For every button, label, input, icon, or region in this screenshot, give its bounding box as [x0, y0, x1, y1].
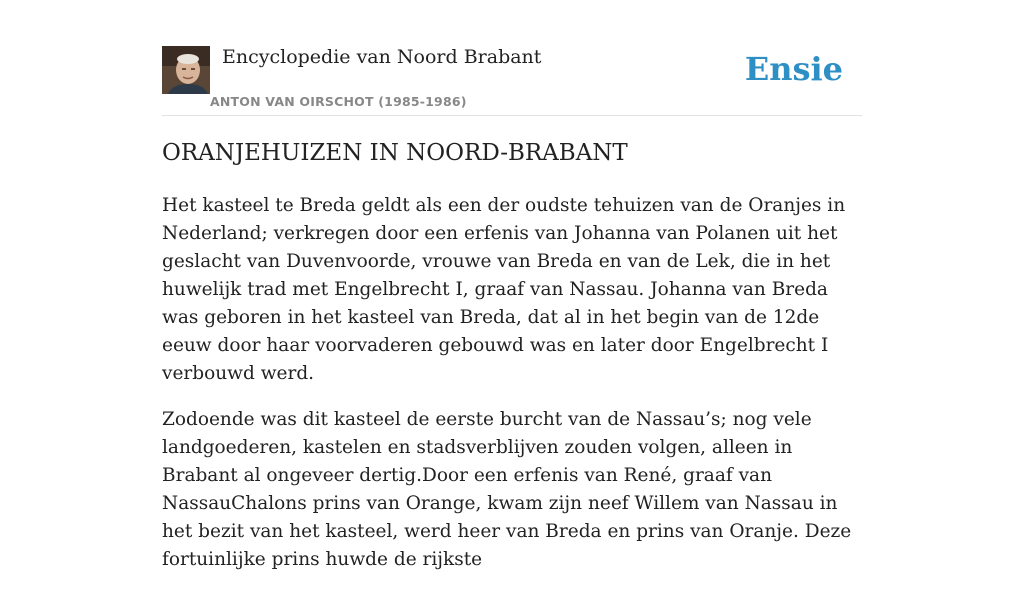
paragraph: Het kasteel te Breda geldt als een der oudste tehuizen van de Oranjes in Nederland; verkregen door een erfenis van Johanna van Polanen uit het geslacht van Duvenvoorde, vrouwe van Breda en van de Lek, die in het huwelijk trad met Engelbrecht I, graaf van Nassau. Johanna van Breda was geboren in het kasteel van Breda, dat al in het begin van de 12de eeuw door haar voorvaderen gebouwd was en later door Engelbrecht I verbouwd werd.: [162, 195, 846, 384]
ensie-logo[interactable]: Ensie: [744, 50, 843, 88]
site-title[interactable]: Encyclopedie van Noord Brabant: [222, 46, 542, 68]
avatar-portrait-icon: [162, 46, 210, 94]
author-avatar[interactable]: [162, 46, 210, 94]
article-body: [162, 192, 862, 592]
author-name[interactable]: ANTON VAN OIRSCHOT (1985-1986): [210, 94, 467, 109]
article-title: ORANJEHUIZEN IN NOORD-BRABANT: [162, 140, 628, 166]
header-divider: [162, 115, 862, 116]
header: [162, 46, 862, 116]
paragraph: Zodoende was dit kasteel de eerste burcht van de Nassau’s; nog vele landgoederen, kastelen en stadsverblijven zouden volgen, alleen in Brabant al ongeveer dertig.Door een erfenis van René, graaf van NassauChalons prins van Orange, kwam zijn neef Willem van Nassau in het bezit van het kasteel, werd heer van Breda en prins van Oranje. Deze fortuinlijke prins huwde de rijkste: [162, 409, 852, 570]
